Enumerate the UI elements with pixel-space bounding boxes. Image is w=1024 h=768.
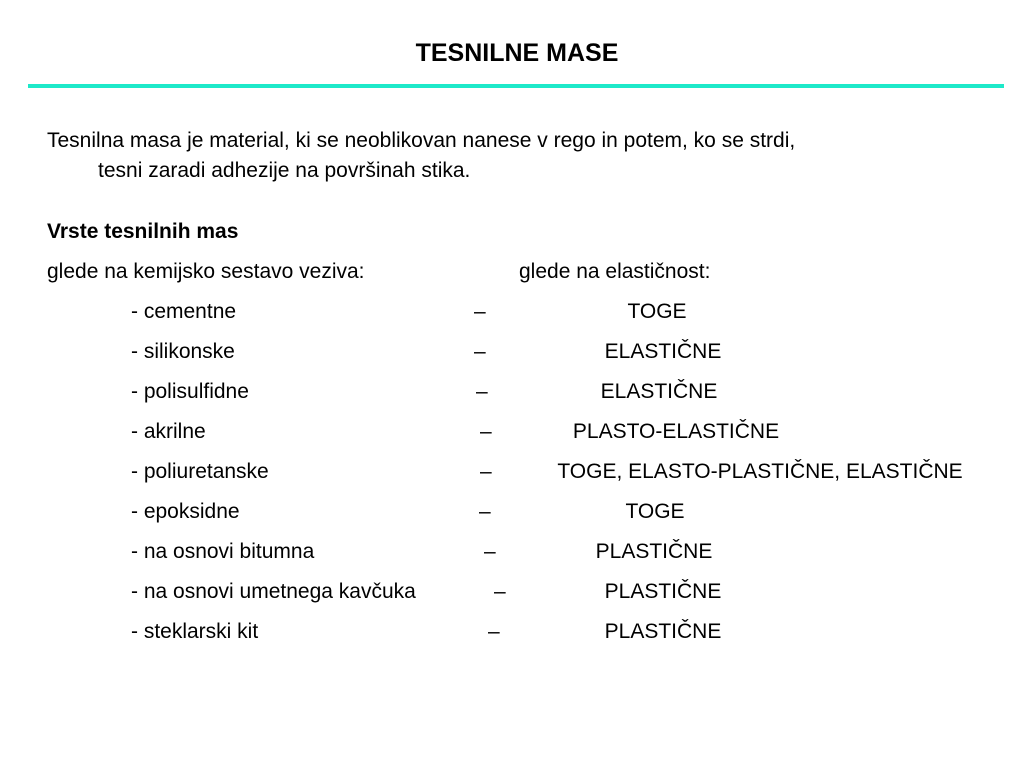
separator-dash: –: [484, 540, 496, 563]
separator-dash: –: [480, 460, 492, 483]
definition-line-1: Tesnilna masa je material, ki se neoblikovan nanese v rego in potem, ko se strdi,: [47, 129, 796, 152]
sealant-type-name: - steklarski kit: [131, 620, 259, 643]
elasticity-value: ELASTIČNE: [600, 380, 718, 403]
elasticity-value: PLASTIČNE: [604, 580, 722, 603]
list-item: [0, 297, 1024, 327]
column-header-elasticity: glede na elastičnost:: [519, 260, 711, 283]
list-item: [0, 537, 1024, 567]
title-divider: [28, 84, 1004, 88]
sealant-type-name: - poliuretanske: [131, 460, 269, 483]
slide-title: TESNILNE MASE: [415, 39, 619, 67]
sealant-type-name: - polisulfidne: [131, 380, 249, 403]
separator-dash: –: [476, 380, 488, 403]
elasticity-value: TOGE, ELASTO-PLASTIČNE, ELASTIČNE: [557, 460, 963, 483]
sealant-type-name: - epoksidne: [131, 500, 240, 523]
separator-dash: –: [488, 620, 500, 643]
separator-dash: –: [494, 580, 506, 603]
sealant-type-name: - akrilne: [131, 420, 206, 443]
column-header-composition: glede na kemijsko sestavo veziva:: [47, 260, 365, 283]
list-item: [0, 417, 1024, 447]
separator-dash: –: [474, 300, 486, 323]
definition-line-2: tesni zaradi adhezije na površinah stika.: [98, 159, 471, 182]
list-item: [0, 497, 1024, 527]
separator-dash: –: [479, 500, 491, 523]
separator-dash: –: [474, 340, 486, 363]
elasticity-value: TOGE: [627, 300, 687, 323]
elasticity-value: ELASTIČNE: [604, 340, 722, 363]
elasticity-value: TOGE: [625, 500, 685, 523]
list-item: [0, 577, 1024, 607]
sealant-type-name: - cementne: [131, 300, 237, 323]
sealant-type-name: - silikonske: [131, 340, 235, 363]
elasticity-value: PLASTIČNE: [595, 540, 713, 563]
elasticity-value: PLASTO-ELASTIČNE: [572, 420, 780, 443]
list-item: [0, 337, 1024, 367]
elasticity-value: PLASTIČNE: [604, 620, 722, 643]
sealant-type-name: - na osnovi bitumna: [131, 540, 315, 563]
list-item: [0, 617, 1024, 647]
list-item: [0, 377, 1024, 407]
sealant-type-name: - na osnovi umetnega kavčuka: [131, 580, 416, 603]
separator-dash: –: [480, 420, 492, 443]
list-item: [0, 457, 1024, 487]
definition-text: [47, 126, 977, 186]
section-heading: Vrste tesnilnih mas: [47, 220, 239, 243]
